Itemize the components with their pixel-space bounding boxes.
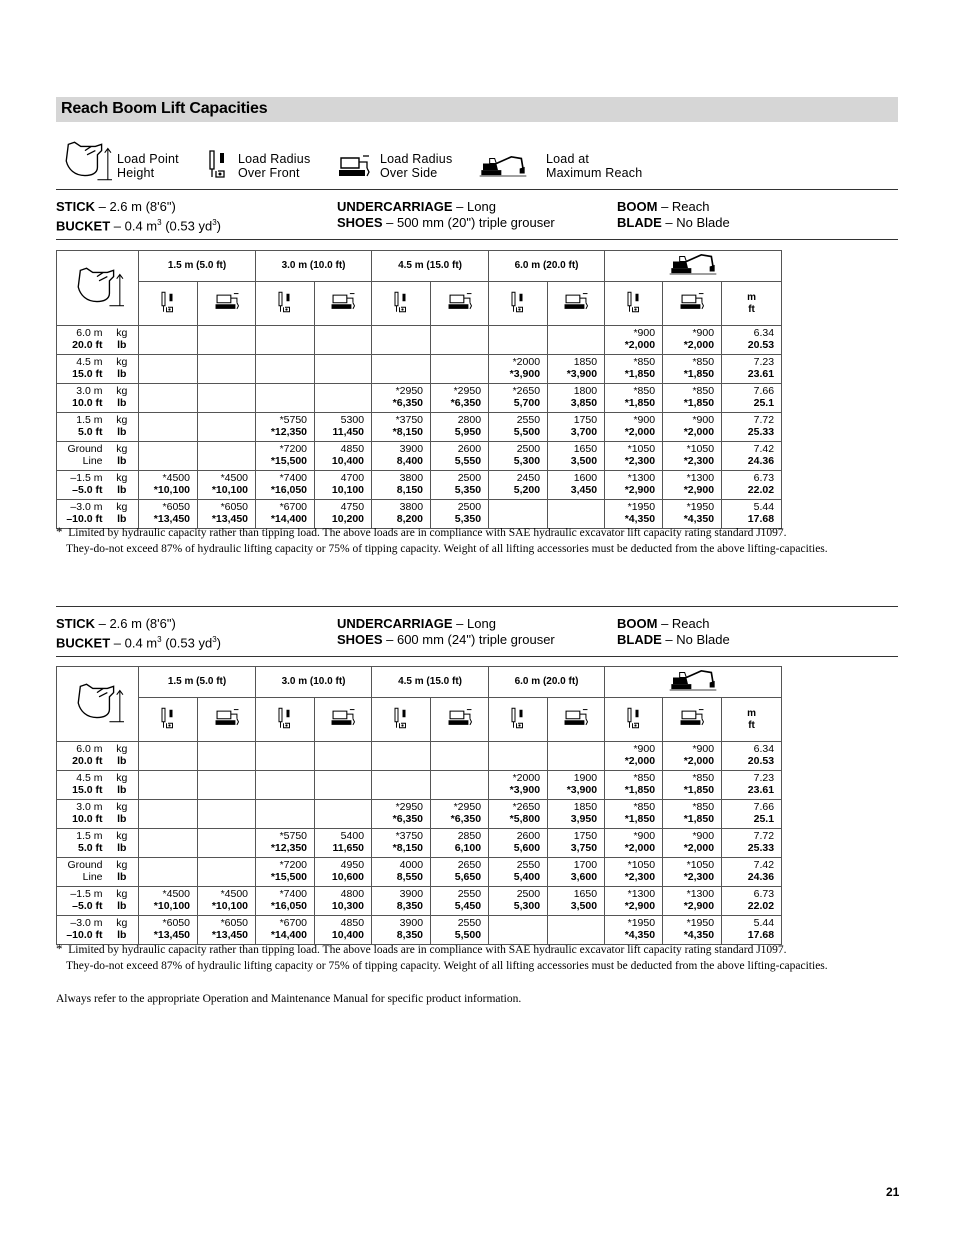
over-front-header bbox=[139, 282, 198, 326]
capacity-cell bbox=[139, 829, 198, 858]
unit-cell: kg lb bbox=[106, 742, 139, 771]
load-radius-over-front-icon bbox=[159, 706, 177, 730]
unit-cell: kg lb bbox=[106, 916, 139, 945]
capacity-cell bbox=[139, 355, 198, 384]
capacity-cell: 3800 8,200 bbox=[372, 500, 431, 529]
capacity-cell: *2000 *3,900 bbox=[489, 355, 548, 384]
capacity-cell: 2500 5,300 bbox=[489, 887, 548, 916]
unit-cell: kg lb bbox=[106, 771, 139, 800]
capacity-cell: 6.73 22.02 bbox=[722, 471, 782, 500]
footnote-1: * Limited by hydraulic capacity rather than tipping load. The above loads are in compliance with SAE hydraulic excavator lift capacity rating standard J1097. They-do-not exceed 87% of hydraulic lifting capacity or 75% of tipping capacity. Weight of all lifting accessories must be deducted from the above lifting-capacities. bbox=[56, 524, 828, 555]
load-radius-over-side-icon bbox=[447, 708, 473, 728]
over-side-header bbox=[315, 698, 372, 742]
capacity-cell: 1750 3,700 bbox=[548, 413, 605, 442]
reach-unit-header: m ft bbox=[722, 282, 782, 326]
load-radius-over-side-icon bbox=[330, 708, 356, 728]
capacity-cell bbox=[372, 326, 431, 355]
over-side-header bbox=[548, 698, 605, 742]
load-radius-over-front-icon bbox=[392, 290, 410, 314]
divider bbox=[56, 656, 898, 657]
spec-stick-bucket-1: STICK – 2.6 m (8'6") BUCKET – 0.4 $m^3$ (0.53 $yd^3$) bbox=[56, 199, 221, 234]
capacity-cell: *1050 *2,300 bbox=[605, 442, 663, 471]
load-radius-over-front-icon bbox=[206, 148, 230, 180]
capacity-cell: 1900 *3,900 bbox=[548, 771, 605, 800]
capacity-cell bbox=[548, 326, 605, 355]
capacity-cell: *850 *1,850 bbox=[605, 800, 663, 829]
capacity-cell: 7.66 25.1 bbox=[722, 384, 782, 413]
load-point-height-cell: 1.5 m 5.0 ft bbox=[57, 829, 106, 858]
capacity-cell bbox=[139, 442, 198, 471]
reach-column-header: 6.0 m (20.0 ft) bbox=[489, 667, 605, 698]
reach-column-header: 1.5 m (5.0 ft) bbox=[139, 251, 256, 282]
capacity-cell bbox=[315, 742, 372, 771]
over-side-header bbox=[431, 698, 489, 742]
capacity-cell: 7.42 24.36 bbox=[722, 858, 782, 887]
capacity-cell bbox=[256, 771, 315, 800]
capacity-cell: *900 *2,000 bbox=[663, 829, 722, 858]
load-radius-over-side-icon bbox=[679, 292, 705, 312]
capacity-cell: *4500 *10,100 bbox=[139, 887, 198, 916]
capacity-cell: 3900 8,350 bbox=[372, 887, 431, 916]
capacity-cell: *7400 *16,050 bbox=[256, 887, 315, 916]
table-row bbox=[57, 829, 782, 858]
load-radius-over-front-icon bbox=[625, 706, 643, 730]
capacity-cell: 1650 3,500 bbox=[548, 887, 605, 916]
capacity-cell: 1750 3,750 bbox=[548, 829, 605, 858]
capacity-cell: *4500 *10,100 bbox=[198, 887, 256, 916]
unit-cell: kg lb bbox=[106, 442, 139, 471]
capacity-cell bbox=[256, 355, 315, 384]
capacity-cell: *6050 *13,450 bbox=[198, 500, 256, 529]
capacity-cell: 2500 5,350 bbox=[431, 471, 489, 500]
capacity-cell: *1950 *4,350 bbox=[605, 500, 663, 529]
capacity-cell: *2000 *3,900 bbox=[489, 771, 548, 800]
capacity-cell: 7.72 25.33 bbox=[722, 413, 782, 442]
lift-capacity-table-600mm bbox=[56, 666, 782, 945]
capacity-cell: 2550 5,450 bbox=[431, 887, 489, 916]
table-row bbox=[57, 442, 782, 471]
reach-unit-header: m ft bbox=[722, 698, 782, 742]
load-radius-over-front-icon bbox=[625, 290, 643, 314]
capacity-cell: 5.44 17.68 bbox=[722, 500, 782, 529]
capacity-cell: *5750 *12,350 bbox=[256, 413, 315, 442]
capacity-cell: 1650 3,500 bbox=[548, 442, 605, 471]
capacity-cell bbox=[489, 326, 548, 355]
capacity-cell bbox=[256, 800, 315, 829]
capacity-cell: 6.34 20.53 bbox=[722, 326, 782, 355]
capacity-cell bbox=[139, 800, 198, 829]
capacity-cell bbox=[256, 326, 315, 355]
capacity-cell: *3750 *8,150 bbox=[372, 413, 431, 442]
legend-item-max-reach: Load at Maximum Reach bbox=[546, 152, 643, 180]
unit-cell: kg lb bbox=[106, 500, 139, 529]
capacity-cell bbox=[372, 355, 431, 384]
over-side-header bbox=[663, 282, 722, 326]
capacity-cell: *2950 *6,350 bbox=[372, 800, 431, 829]
over-front-header bbox=[605, 282, 663, 326]
load-at-max-reach-icon bbox=[668, 251, 718, 277]
unit-cell: kg lb bbox=[106, 858, 139, 887]
capacity-cell: 5.44 17.68 bbox=[722, 916, 782, 945]
capacity-cell bbox=[198, 355, 256, 384]
capacity-cell: *850 *1,850 bbox=[663, 771, 722, 800]
over-front-header bbox=[139, 698, 198, 742]
capacity-cell: 7.72 25.33 bbox=[722, 829, 782, 858]
capacity-cell bbox=[198, 771, 256, 800]
load-point-height-cell: –3.0 m –10.0 ft bbox=[57, 500, 106, 529]
table-row bbox=[57, 326, 782, 355]
load-radius-over-front-icon bbox=[392, 706, 410, 730]
capacity-cell: *6700 *14,400 bbox=[256, 916, 315, 945]
over-side-header bbox=[431, 282, 489, 326]
capacity-cell: *6700 *14,400 bbox=[256, 500, 315, 529]
capacity-cell: 2550 5,500 bbox=[431, 916, 489, 945]
capacity-cell: 2600 5,550 bbox=[431, 442, 489, 471]
footer-note: Always refer to the appropriate Operation and Maintenance Manual for specific product information. bbox=[56, 993, 522, 1005]
unit-cell: kg lb bbox=[106, 471, 139, 500]
capacity-cell: *850 *1,850 bbox=[663, 800, 722, 829]
legend-item-over-front: Load Radius Over Front bbox=[238, 152, 311, 180]
capacity-cell: 2650 5,650 bbox=[431, 858, 489, 887]
capacity-cell bbox=[198, 858, 256, 887]
legend-item-load-point: Load Point Height bbox=[117, 152, 179, 180]
load-point-height-cell: 3.0 m 10.0 ft bbox=[57, 800, 106, 829]
capacity-cell: 4950 10,600 bbox=[315, 858, 372, 887]
load-radius-over-side-icon bbox=[214, 292, 240, 312]
table-row bbox=[57, 771, 782, 800]
unit-cell: kg lb bbox=[106, 413, 139, 442]
load-point-height-cell: 6.0 m 20.0 ft bbox=[57, 742, 106, 771]
capacity-cell bbox=[198, 742, 256, 771]
over-front-header bbox=[489, 698, 548, 742]
capacity-cell bbox=[139, 771, 198, 800]
load-radius-over-front-icon bbox=[509, 706, 527, 730]
capacity-cell: *6050 *13,450 bbox=[139, 916, 198, 945]
capacity-cell: 4850 10,400 bbox=[315, 442, 372, 471]
capacity-cell bbox=[198, 829, 256, 858]
capacity-cell bbox=[431, 742, 489, 771]
capacity-cell: *850 *1,850 bbox=[663, 384, 722, 413]
capacity-cell: *850 *1,850 bbox=[663, 355, 722, 384]
capacity-cell: *900 *2,000 bbox=[663, 326, 722, 355]
capacity-cell: *5750 *12,350 bbox=[256, 829, 315, 858]
lift-capacity-table-500mm bbox=[56, 250, 782, 529]
capacity-cell: *1050 *2,300 bbox=[605, 858, 663, 887]
reach-column-header: 3.0 m (10.0 ft) bbox=[256, 667, 372, 698]
capacity-cell: *900 *2,000 bbox=[605, 326, 663, 355]
table-row bbox=[57, 413, 782, 442]
capacity-cell bbox=[372, 742, 431, 771]
divider bbox=[56, 189, 898, 190]
capacity-cell: 2500 5,300 bbox=[489, 442, 548, 471]
legend bbox=[56, 140, 898, 186]
load-radius-over-side-icon bbox=[336, 154, 372, 180]
spec-stick-bucket-2: STICK – 2.6 m (8'6") BUCKET – 0.4 $m^3$ (0.53 $yd^3$) bbox=[56, 616, 221, 651]
capacity-cell bbox=[431, 355, 489, 384]
capacity-cell bbox=[198, 442, 256, 471]
capacity-cell bbox=[315, 800, 372, 829]
capacity-cell bbox=[198, 384, 256, 413]
unit-cell: kg lb bbox=[106, 384, 139, 413]
capacity-cell: *7400 *16,050 bbox=[256, 471, 315, 500]
capacity-cell bbox=[139, 858, 198, 887]
spec-undercarriage-shoes-1: UNDERCARRIAGE – Long SHOES – 500 mm (20") triple grouser bbox=[337, 199, 555, 230]
load-point-height-cell: 4.5 m 15.0 ft bbox=[57, 355, 106, 384]
page-title: Reach Boom Lift Capacities bbox=[61, 100, 268, 117]
load-point-height-cell: –3.0 m –10.0 ft bbox=[57, 916, 106, 945]
capacity-cell: 1850 *3,900 bbox=[548, 355, 605, 384]
capacity-cell bbox=[198, 800, 256, 829]
capacity-cell: 2550 5,400 bbox=[489, 858, 548, 887]
capacity-cell: *7200 *15,500 bbox=[256, 858, 315, 887]
capacity-cell: 3800 8,150 bbox=[372, 471, 431, 500]
over-side-header bbox=[663, 698, 722, 742]
capacity-cell: *2650 *5,800 bbox=[489, 800, 548, 829]
divider bbox=[56, 239, 898, 240]
unit-cell: kg lb bbox=[106, 800, 139, 829]
capacity-cell: 5400 11,650 bbox=[315, 829, 372, 858]
load-point-height-cell: –1.5 m –5.0 ft bbox=[57, 887, 106, 916]
capacity-cell bbox=[489, 742, 548, 771]
capacity-cell: *900 *2,000 bbox=[605, 742, 663, 771]
table-row bbox=[57, 858, 782, 887]
capacity-cell: 1850 3,950 bbox=[548, 800, 605, 829]
capacity-cell: 2500 5,350 bbox=[431, 500, 489, 529]
capacity-cell bbox=[198, 413, 256, 442]
load-point-height-icon-cell bbox=[57, 667, 139, 742]
spec-boom-blade-1: BOOM – Reach BLADE – No Blade bbox=[617, 199, 730, 230]
capacity-cell: 2450 5,200 bbox=[489, 471, 548, 500]
unit-cell: kg lb bbox=[106, 326, 139, 355]
capacity-cell bbox=[315, 355, 372, 384]
capacity-cell bbox=[198, 326, 256, 355]
capacity-cell: 3900 8,400 bbox=[372, 442, 431, 471]
over-front-header bbox=[256, 282, 315, 326]
unit-cell: kg lb bbox=[106, 355, 139, 384]
load-radius-over-side-icon bbox=[679, 708, 705, 728]
load-radius-over-side-icon bbox=[447, 292, 473, 312]
capacity-cell: 1800 3,850 bbox=[548, 384, 605, 413]
capacity-cell: 3900 8,350 bbox=[372, 916, 431, 945]
capacity-cell: *1050 *2,300 bbox=[663, 442, 722, 471]
capacity-cell: *3750 *8,150 bbox=[372, 829, 431, 858]
table-row bbox=[57, 887, 782, 916]
capacity-cell: *4500 *10,100 bbox=[198, 471, 256, 500]
capacity-cell bbox=[431, 771, 489, 800]
capacity-cell: *1950 *4,350 bbox=[605, 916, 663, 945]
capacity-cell: *2650 5,700 bbox=[489, 384, 548, 413]
load-point-height-icon-cell bbox=[57, 251, 139, 326]
load-radius-over-side-icon bbox=[563, 708, 589, 728]
capacity-cell: *1300 *2,900 bbox=[605, 471, 663, 500]
reach-column-header: 1.5 m (5.0 ft) bbox=[139, 667, 256, 698]
load-radius-over-front-icon bbox=[276, 706, 294, 730]
spec-boom-blade-2: BOOM – Reach BLADE – No Blade bbox=[617, 616, 730, 647]
load-point-height-cell: Ground Line bbox=[57, 858, 106, 887]
capacity-cell: *900 *2,000 bbox=[605, 413, 663, 442]
capacity-cell: 2850 6,100 bbox=[431, 829, 489, 858]
capacity-cell bbox=[256, 384, 315, 413]
capacity-cell: 7.23 23.61 bbox=[722, 355, 782, 384]
table-row bbox=[57, 384, 782, 413]
page-number: 21 bbox=[886, 1185, 900, 1199]
capacity-cell: *900 *2,000 bbox=[605, 829, 663, 858]
capacity-cell: *2950 *6,350 bbox=[372, 384, 431, 413]
spec-undercarriage-shoes-2: UNDERCARRIAGE – Long SHOES – 600 mm (24") triple grouser bbox=[337, 616, 555, 647]
load-point-height-cell: –1.5 m –5.0 ft bbox=[57, 471, 106, 500]
over-side-header bbox=[315, 282, 372, 326]
capacity-cell: *1300 *2,900 bbox=[663, 887, 722, 916]
load-point-height-cell: Ground Line bbox=[57, 442, 106, 471]
capacity-cell: 6.73 22.02 bbox=[722, 887, 782, 916]
over-front-header bbox=[372, 282, 431, 326]
unit-cell: kg lb bbox=[106, 887, 139, 916]
divider bbox=[56, 606, 898, 607]
capacity-cell: 4800 10,300 bbox=[315, 887, 372, 916]
footnote-2: * Limited by hydraulic capacity rather than tipping load. The above loads are in compliance with SAE hydraulic excavator lift capacity rating standard J1097. They-do-not exceed 87% of hydraulic lifting capacity or 75% of tipping capacity. Weight of all lifting accessories must be deducted from the above lifting-capacities. bbox=[56, 941, 828, 972]
table-row bbox=[57, 800, 782, 829]
capacity-cell: *2950 *6,350 bbox=[431, 800, 489, 829]
table-row bbox=[57, 355, 782, 384]
capacity-cell: 4700 10,100 bbox=[315, 471, 372, 500]
load-point-height-icon bbox=[72, 682, 124, 724]
legend-item-over-side: Load Radius Over Side bbox=[380, 152, 453, 180]
capacity-cell: *6050 *13,450 bbox=[139, 500, 198, 529]
load-radius-over-side-icon bbox=[563, 292, 589, 312]
capacity-cell bbox=[315, 384, 372, 413]
capacity-cell: 2800 5,950 bbox=[431, 413, 489, 442]
capacity-cell: *6050 *13,450 bbox=[198, 916, 256, 945]
capacity-cell: *1300 *2,900 bbox=[605, 887, 663, 916]
load-radius-over-side-icon bbox=[330, 292, 356, 312]
capacity-cell bbox=[139, 384, 198, 413]
capacity-cell bbox=[139, 326, 198, 355]
capacity-cell: 7.42 24.36 bbox=[722, 442, 782, 471]
over-front-header bbox=[489, 282, 548, 326]
max-reach-header bbox=[605, 667, 782, 698]
load-point-height-icon bbox=[72, 266, 124, 308]
reach-column-header: 6.0 m (20.0 ft) bbox=[489, 251, 605, 282]
capacity-cell: 1600 3,450 bbox=[548, 471, 605, 500]
reach-column-header: 4.5 m (15.0 ft) bbox=[372, 251, 489, 282]
capacity-cell: 4000 8,550 bbox=[372, 858, 431, 887]
capacity-cell: *850 *1,850 bbox=[605, 384, 663, 413]
capacity-cell: *900 *2,000 bbox=[663, 413, 722, 442]
table-row bbox=[57, 471, 782, 500]
capacity-cell: 4750 10,200 bbox=[315, 500, 372, 529]
load-at-max-reach-icon bbox=[478, 150, 528, 182]
capacity-cell: 6.34 20.53 bbox=[722, 742, 782, 771]
capacity-cell: *850 *1,850 bbox=[605, 771, 663, 800]
section-title-bar bbox=[56, 97, 898, 122]
unit-cell: kg lb bbox=[106, 829, 139, 858]
capacity-cell: *850 *1,850 bbox=[605, 355, 663, 384]
capacity-cell bbox=[139, 413, 198, 442]
capacity-cell: 2600 5,600 bbox=[489, 829, 548, 858]
max-reach-header bbox=[605, 251, 782, 282]
capacity-cell: *4500 *10,100 bbox=[139, 471, 198, 500]
capacity-cell bbox=[256, 742, 315, 771]
capacity-cell: *2950 *6,350 bbox=[431, 384, 489, 413]
capacity-cell bbox=[139, 742, 198, 771]
capacity-cell: 2550 5,500 bbox=[489, 413, 548, 442]
capacity-cell: *1300 *2,900 bbox=[663, 471, 722, 500]
capacity-cell: *7200 *15,500 bbox=[256, 442, 315, 471]
capacity-cell: *1950 *4,350 bbox=[663, 500, 722, 529]
over-front-header bbox=[256, 698, 315, 742]
capacity-cell bbox=[548, 742, 605, 771]
capacity-cell: 7.23 23.61 bbox=[722, 771, 782, 800]
load-radius-over-front-icon bbox=[159, 290, 177, 314]
reach-column-header: 4.5 m (15.0 ft) bbox=[372, 667, 489, 698]
capacity-cell: *1950 *4,350 bbox=[663, 916, 722, 945]
capacity-cell bbox=[372, 771, 431, 800]
over-side-header bbox=[198, 698, 256, 742]
load-point-height-cell: 6.0 m 20.0 ft bbox=[57, 326, 106, 355]
capacity-cell: *1050 *2,300 bbox=[663, 858, 722, 887]
load-radius-over-front-icon bbox=[276, 290, 294, 314]
load-point-height-cell: 3.0 m 10.0 ft bbox=[57, 384, 106, 413]
load-point-height-cell: 4.5 m 15.0 ft bbox=[57, 771, 106, 800]
load-radius-over-front-icon bbox=[509, 290, 527, 314]
capacity-cell: 1700 3,600 bbox=[548, 858, 605, 887]
reach-column-header: 3.0 m (10.0 ft) bbox=[256, 251, 372, 282]
table-row bbox=[57, 742, 782, 771]
over-front-header bbox=[372, 698, 431, 742]
capacity-cell bbox=[431, 326, 489, 355]
capacity-cell: 4850 10,400 bbox=[315, 916, 372, 945]
load-at-max-reach-icon bbox=[668, 667, 718, 693]
capacity-cell bbox=[315, 771, 372, 800]
load-point-height-cell: 1.5 m 5.0 ft bbox=[57, 413, 106, 442]
capacity-cell bbox=[315, 326, 372, 355]
over-side-header bbox=[198, 282, 256, 326]
over-side-header bbox=[548, 282, 605, 326]
over-front-header bbox=[605, 698, 663, 742]
capacity-cell: *900 *2,000 bbox=[663, 742, 722, 771]
load-point-height-icon bbox=[60, 140, 112, 182]
capacity-cell: 5300 11,450 bbox=[315, 413, 372, 442]
capacity-cell: 7.66 25.1 bbox=[722, 800, 782, 829]
load-radius-over-side-icon bbox=[214, 708, 240, 728]
